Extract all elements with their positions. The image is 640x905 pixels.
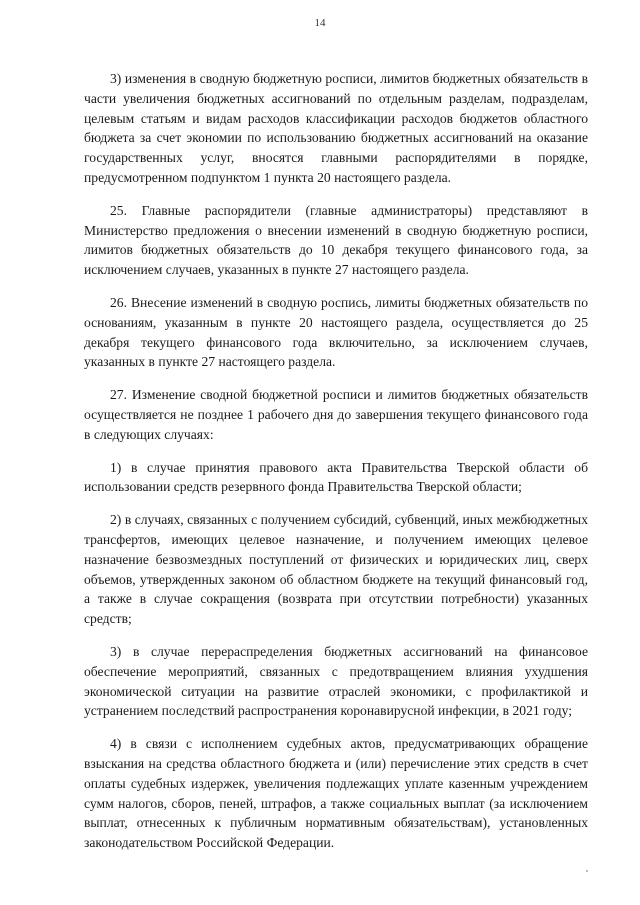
page-number: 14 (314, 17, 326, 29)
scan-speck (586, 870, 588, 872)
paragraph-25: 25. Главные распорядители (главные администраторы) представляют в Министерство предложения о внесении изменений в сводную бюджетную росписи, лимитов бюджетных обязательств до 10 декабря текущего финансового года, за исключением случаев, указанных в пункте 27 настоящего раздела. (84, 202, 588, 278)
paragraph-27-item-2: 2) в случаях, связанных с получением субсидий, субвенций, иных межбюджетных трансфертов, имеющих целевое назначение, и получением имеющих целевое назначение безвозмездных поступлений от физических и юридических лиц, сверх объемов, утвержденных законом об областном бюджете на текущий финансовый год, а также в случае сокращения (возврата при отсутствии потребности) указанных средств; (84, 512, 588, 627)
paragraph-item-3: 3) изменения в сводную бюджетную росписи, лимитов бюджетных обязательств в части увеличения бюджетных ассигнований по отдельным разделам, подразделам, целевым статьям и видам расходов классификации расходов бюджетов областного бюджета за счет экономии по использованию бюджетных ассигнований на оказание государственных услуг, вносятся главными распорядителями в порядке, предусмотренном подпунктом 1 пункта 20 настоящего раздела. (84, 71, 588, 185)
paragraph-27-item-4: 4) в связи с исполнением судебных актов, предусматривающих обращение взыскания на средства областного бюджета и (или) перечисление этих средств в счет оплаты судебных издержек, увеличения подлежащих уплате казенным учреждением сумм налогов, сборов, пеней, штрафов, а также социальных выплат (за исключением выплат, отнесенных к публичным нормативным обязательствам), установленных законодательством Российской Федерации. (84, 736, 588, 851)
paragraph-27: 27. Изменение сводной бюджетной росписи и лимитов бюджетных обязательств осуществляется не позднее 1 рабочего дня до завершения текущего финансового года в следующих случаях: (84, 387, 588, 442)
paragraph-27-item-1: 1) в случае принятия правового акта Правительства Тверской области об использовании средств резервного фонда Правительства Тверской области; (84, 459, 588, 495)
document-body (84, 69, 588, 866)
paragraph-27-item-3: 3) в случае перераспределения бюджетных ассигнований на финансовое обеспечение мероприятий, связанных с предотвращением влияния ухудшения экономической ситуации на развитие отраслей экономики, с профилактикой и устранением последствий распространения коронавирусной инфекции, в 2021 году; (84, 643, 588, 719)
paragraph-26: 26. Внесение изменений в сводную роспись, лимиты бюджетных обязательств по основаниям, указанным в пункте 20 настоящего раздела, осуществляется до 25 декабря текущего финансового года включительно, за исключением случаев, указанных в пункте 27 настоящего раздела. (84, 294, 588, 370)
